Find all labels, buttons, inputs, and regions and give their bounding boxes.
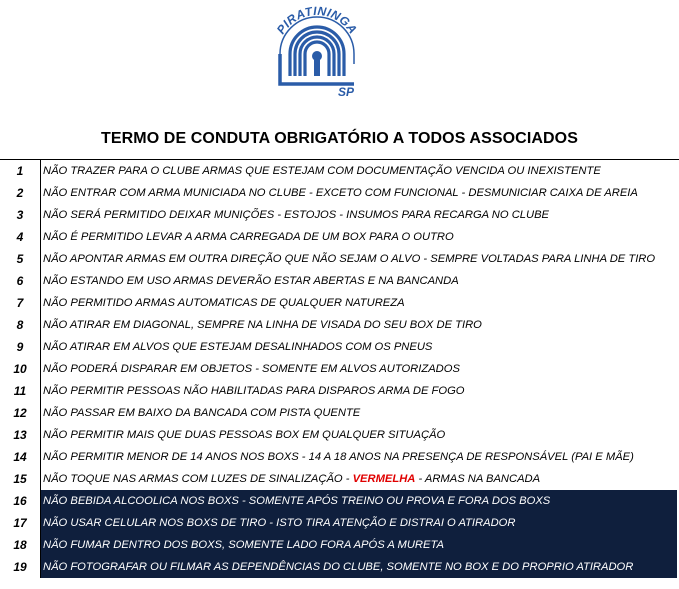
rule-text-part: NÃO TOQUE NAS ARMAS COM LUZES DE SINALIZAÇÃO - <box>43 473 353 485</box>
rules-table <box>0 159 679 578</box>
rule-row <box>0 468 679 490</box>
rule-row <box>0 248 679 270</box>
rule-number: 11 <box>13 384 27 398</box>
rule-row <box>0 380 679 402</box>
rule-text: NÃO PERMITIR PESSOAS NÃO HABILITADAS PARA DISPAROS ARMA DE FOGO <box>40 380 677 402</box>
rule-number: 1 <box>16 164 24 178</box>
logo-state-text: SP <box>338 85 355 99</box>
rule-text: NÃO FUMAR DENTRO DOS BOXS, SOMENTE LADO FORA APÓS A MURETA <box>40 534 677 556</box>
rule-number: 16 <box>13 494 27 508</box>
rule-number: 14 <box>13 450 27 464</box>
rule-row <box>0 446 679 468</box>
club-logo <box>268 2 366 100</box>
rule-text: NÃO ATIRAR EM DIAGONAL, SEMPRE NA LINHA DE VISADA DO SEU BOX DE TIRO <box>40 314 677 336</box>
rule-text: NÃO APONTAR ARMAS EM OUTRA DIREÇÃO QUE NÃO SEJAM O ALVO - SEMPRE VOLTADAS PARA LINHA DE TIRO <box>40 248 677 270</box>
rule-text: NÃO PASSAR EM BAIXO DA BANCADA COM PISTA QUENTE <box>40 402 677 424</box>
logo-name-text: PIRATININGA <box>273 3 361 37</box>
rule-text: NÃO ESTANDO EM USO ARMAS DEVERÃO ESTAR ABERTAS E NA BANCANDA <box>40 270 677 292</box>
rule-row <box>0 424 679 446</box>
rule-row <box>0 160 679 182</box>
rule-text <box>40 468 677 490</box>
rule-number: 13 <box>13 428 27 442</box>
rule-number: 8 <box>16 318 24 332</box>
rule-row <box>0 182 679 204</box>
page-title: TERMO DE CONDUTA OBRIGATÓRIO A TODOS ASSOCIADOS <box>100 130 578 147</box>
rule-text: NÃO ENTRAR COM ARMA MUNICIADA NO CLUBE - EXCETO COM FUNCIONAL - DESMUNICIAR CAIXA DE AREIA <box>40 182 677 204</box>
rule-row <box>0 490 679 512</box>
rule-row <box>0 314 679 336</box>
rule-row <box>0 358 679 380</box>
rule-number: 5 <box>16 252 24 266</box>
rule-row <box>0 336 679 358</box>
rule-row <box>0 402 679 424</box>
rule-number: 12 <box>13 406 27 420</box>
rule-row <box>0 512 679 534</box>
rule-text: NÃO USAR CELULAR NOS BOXS DE TIRO - ISTO TIRA ATENÇÃO E DISTRAI O ATIRADOR <box>40 512 677 534</box>
rule-row <box>0 270 679 292</box>
rule-number: 18 <box>13 538 27 552</box>
rule-text: NÃO BEBIDA ALCOOLICA NOS BOXS - SOMENTE APÓS TREINO OU PROVA E FORA DOS BOXS <box>40 490 677 512</box>
rule-number: 9 <box>16 340 24 354</box>
rule-number: 6 <box>16 274 24 288</box>
rule-number: 3 <box>16 208 24 222</box>
rule-text: NÃO ATIRAR EM ALVOS QUE ESTEJAM DESALINHADOS COM OS PNEUS <box>40 336 677 358</box>
rule-row <box>0 292 679 314</box>
rule-text: NÃO É PERMITIDO LEVAR A ARMA CARREGADA DE UM BOX PARA O OUTRO <box>40 226 677 248</box>
rule-text: NÃO PERMITIR MAIS QUE DUAS PESSOAS BOX EM QUALQUER SITUAÇÃO <box>40 424 677 446</box>
rule-text: NÃO PERMITIR MENOR DE 14 ANOS NOS BOXS - 14 A 18 ANOS NA PRESENÇA DE RESPONSÁVEL (PAI E MÃE) <box>40 446 677 468</box>
rule-row <box>0 204 679 226</box>
rule-text: NÃO FOTOGRAFAR OU FILMAR AS DEPENDÊNCIAS DO CLUBE, SOMENTE NO BOX E DO PROPRIO ATIRADOR <box>40 556 677 578</box>
rule-text-part: - ARMAS NA BANCADA <box>415 473 541 485</box>
rule-number: 15 <box>13 472 27 486</box>
rule-number: 4 <box>16 230 24 244</box>
rule-number: 7 <box>16 296 24 310</box>
rule-number: 10 <box>13 362 27 376</box>
rule-text: NÃO SERÁ PERMITIDO DEIXAR MUNIÇÕES - ESTOJOS - INSUMOS PARA RECARGA NO CLUBE <box>40 204 677 226</box>
highlight-red-word: VERMELHA <box>352 473 416 485</box>
rule-row <box>0 226 679 248</box>
rule-number: 17 <box>13 516 27 530</box>
rule-text: NÃO TRAZER PARA O CLUBE ARMAS QUE ESTEJAM COM DOCUMENTAÇÃO VENCIDA OU INEXISTENTE <box>40 160 677 182</box>
rule-number: 2 <box>16 186 24 200</box>
piratininga-logo-icon <box>268 2 366 100</box>
rule-text: NÃO PERMITIDO ARMAS AUTOMATICAS DE QUALQUER NATUREZA <box>40 292 677 314</box>
rule-text: NÃO PODERÁ DISPARAR EM OBJETOS - SOMENTE EM ALVOS AUTORIZADOS <box>40 358 677 380</box>
rule-number: 19 <box>13 560 27 574</box>
rule-row <box>0 534 679 556</box>
rule-row <box>0 556 679 578</box>
